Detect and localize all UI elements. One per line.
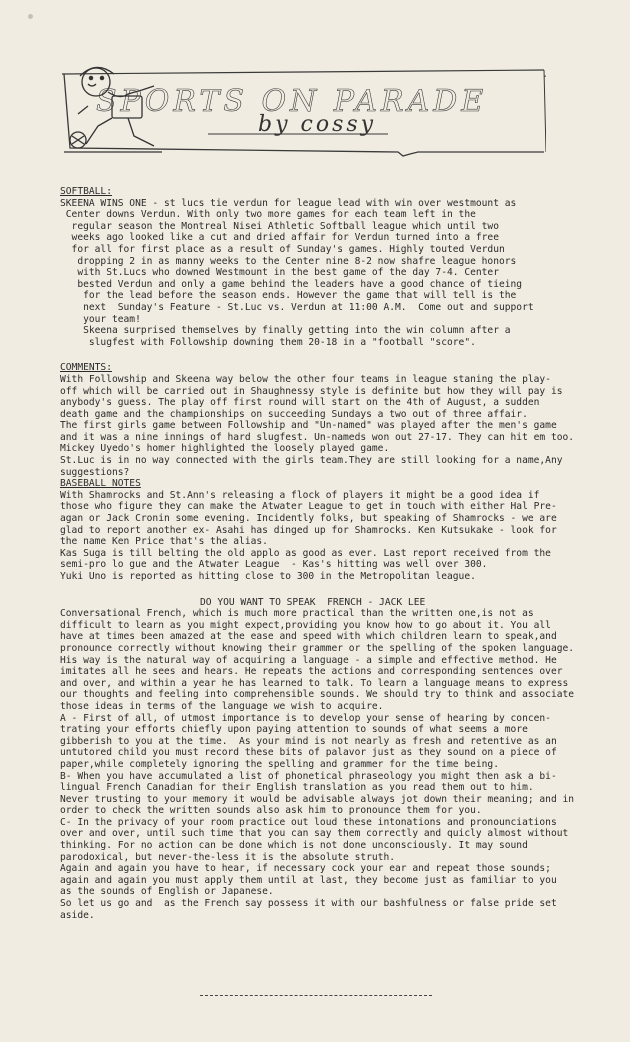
french-line: imitates all he sees and hears. He repeats the actions and corresponding sentences over [60, 666, 563, 678]
comments-heading: COMMENTS: [60, 362, 112, 374]
french-line: gibberish to you at the time. As your mind is not nearly as fresh and retentive as an [60, 735, 557, 747]
comments-line: St.Luc is in no way connected with the girls team.They are still looking for a name,Any [60, 455, 563, 467]
column-banner [58, 56, 546, 170]
comments-line: and it was a nine innings of hard slugfest. Un-nameds won out 27-17. They can hit em too. [60, 431, 575, 443]
french-line: parodoxical, but never-the-less it is the absolute struth. [60, 851, 396, 863]
softball-line: bested Verdun and only a game behind the leaders have a good chance of tieing [60, 278, 523, 290]
french-line: thinking. For no action can be done which is not done unconsciously. It may sound [60, 840, 528, 852]
comments-line: The first girls game between Followship and "Un-named" was played after the men's game [60, 420, 557, 432]
softball-line: Center downs Verdun. With only two more games for each team left in the [60, 209, 476, 221]
punch-hole-mark [28, 14, 33, 19]
french-line: and over, and within a year he has learned to talk. To learn a language means to express [60, 677, 569, 689]
baseball-line: the name Ken Price that's the alias. [60, 536, 268, 548]
baseball-line: agan or Jack Cronin some evening. Incidently folks, but speaking of Shamrocks - we are [60, 513, 557, 525]
french-line: So let us go and as the French say possess it with our bashfulness or false pride set [60, 898, 557, 910]
softball-line: next Sunday's Feature - St.Luc vs. Verdun at 11:00 A.M. Come out and support [60, 301, 534, 313]
baseball-line: those who figure they can make the Atwater League to get in touch with either Hal Pre- [60, 501, 557, 513]
comments-line: suggestions? [60, 466, 130, 478]
closing-divider [200, 995, 432, 996]
comments-line: Mickey Uyedo's homer highlighted the loosely played game. [60, 443, 390, 455]
french-line: pronounce correctly without knowing their grammer or the spelling of the spoken language. [60, 642, 575, 654]
comments-line: With Followship and Skeena way below the other four teams in league staning the play- [60, 373, 551, 385]
softball-line: regular season the Montreal Nisei Athletic Softball league which until two [60, 220, 499, 232]
french-line: untutored child you must record these bits of palavor just as they sound on a piece of [60, 747, 557, 759]
baseball-line: Kas Suga is till belting the old applo as good as ever. Last report received from the [60, 547, 551, 559]
baseball-line: glad to report another ex- Asahi has dinged up for Shamrocks. Ken Kutsukake - look for [60, 524, 557, 536]
baseball-line: With Shamrocks and St.Ann's releasing a flock of players it might be a good idea if [60, 489, 540, 501]
comments-line: off which will be carried out in Shaughnessy style is definite but how they will pay is [60, 385, 563, 397]
softball-line: for all for first place as a result of Sunday's games. Highly touted Verdun [60, 243, 505, 255]
french-line: Again and again you have to hear, if necessary cock your ear and repeat those sounds; [60, 863, 551, 875]
column-byline: by cossy [258, 112, 377, 137]
french-line: A - First of all, of utmost importance is to develop your sense of hearing by concen- [60, 712, 551, 724]
french-line: difficult to learn as you might expect,providing you know how to go about it. You all [60, 619, 551, 631]
softball-line: slugfest with Followship downing them 20-18 in a "football "score". [60, 336, 476, 348]
baseball-line: semi-pro lo gue and the Atwater League - Kas's hitting was well over 300. [60, 559, 488, 571]
cartoon-mascot-icon [58, 56, 168, 156]
softball-line: with St.Lucs who downed Westmount in the best game of the day 7-4. Center [60, 267, 499, 279]
softball-line: your team! [60, 313, 141, 325]
french-line: have at times been amazed at the ease and speed with which children learn to speak,and [60, 631, 557, 643]
french-line: His way is the natural way of acquiring a language - a simple and effective method. He [60, 654, 557, 666]
french-line: trating your efforts chiefly upon paying attention to sounds of what seems a more [60, 724, 528, 736]
french-heading: DO YOU WANT TO SPEAK FRENCH - JACK LEE [200, 596, 426, 608]
french-line: Never trusting to your memory it would be advisable always jot down their meaning; and in [60, 793, 575, 805]
french-line: those ideas in terms of the language we wish to acquire. [60, 700, 384, 712]
french-line: paper,while completely ignoring the spelling and grammer for the time being. [60, 758, 499, 770]
baseball-line: Yuki Uno is reported as hitting close to 300 in the Metropolitan league. [60, 571, 476, 582]
column-title: SPORTS ON PARADE [96, 84, 488, 119]
softball-line: dropping 2 in as manny weeks to the Center nine 8-2 now shafre league honors [60, 255, 517, 267]
french-line: Conversational French, which is much more practical than the written one,is not as [60, 608, 534, 620]
comments-line: death game and the championships on succeeding Sundays a two out of three affair. [60, 408, 528, 420]
softball-heading: SOFTBALL: [60, 186, 112, 197]
softball-line: SKEENA WINS ONE - st lucs tie verdun for league lead with win over westmount as [60, 197, 517, 209]
french-line: order to check the written sounds also ask him to pronounce them for you. [60, 805, 482, 817]
article-body [60, 180, 620, 921]
baseball-heading: BASEBALL NOTES [60, 478, 141, 490]
french-line: aside. [60, 909, 95, 921]
softball-line: Skeena surprised themselves by finally getting into the win column after a [60, 325, 511, 337]
french-line: our thoughts and feeling into comprehensible sounds. We should try to think and associate [60, 689, 575, 701]
french-line: lingual French Canadian for their English translation as you read them out to him. [60, 782, 534, 794]
french-line: again and again you must apply them until at last, they become just as familiar to you [60, 874, 557, 886]
french-line: B- When you have accumulated a list of phonetical phraseology you might then ask a bi- [60, 770, 557, 782]
french-line: C- In the privacy of your room practice out loud these intonations and pronounciations [60, 816, 557, 828]
comments-line: anybody's guess. The play off first round will start on the 4th of August, a sudden [60, 397, 540, 409]
softball-line: weeks ago looked like a cut and dried affair for Verdun turned into a free [60, 232, 499, 244]
softball-line: for the lead before the season ends. However the game that will tell is the [60, 290, 517, 302]
french-line: as the sounds of English or Japanese. [60, 886, 274, 898]
french-line: over and over, until such time that you can say them correctly and quicly almost without [60, 828, 569, 840]
